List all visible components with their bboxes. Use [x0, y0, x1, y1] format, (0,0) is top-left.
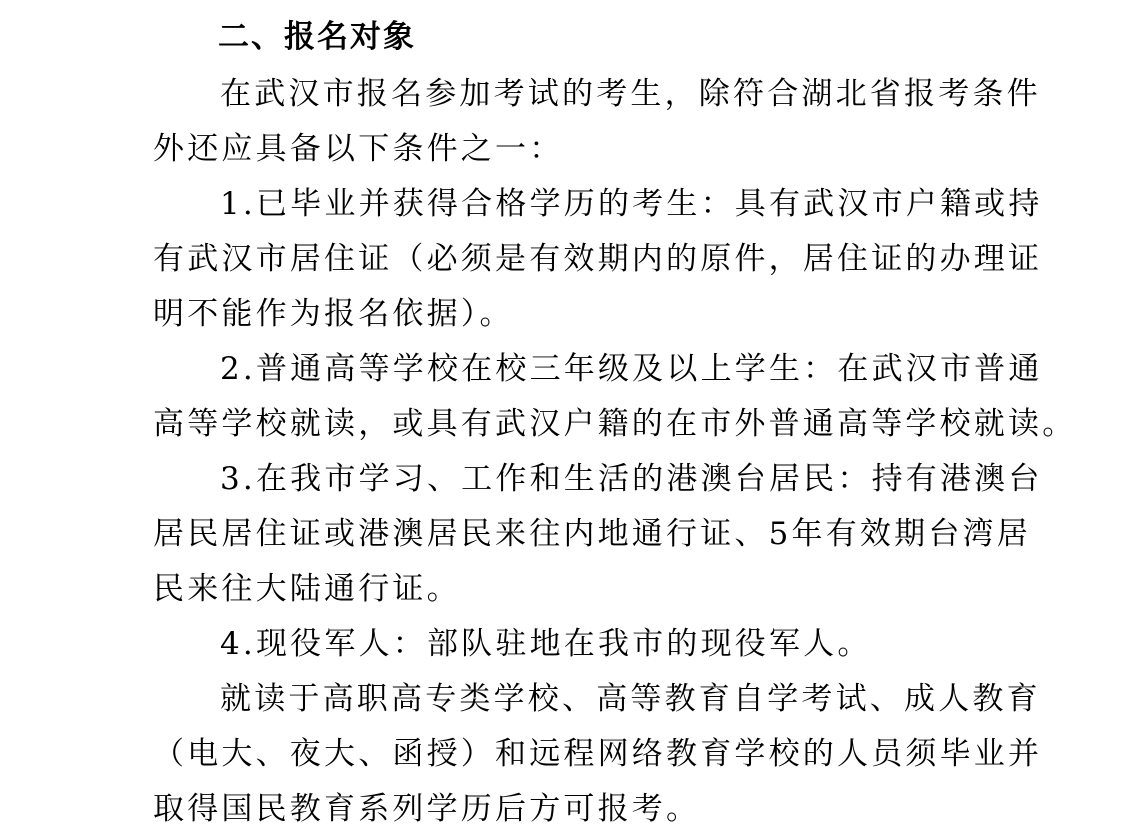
list-item-1-line: 有武汉市居住证（必须是有效期内的原件，居住证的办理证	[153, 241, 1043, 277]
paragraph-line: 取得国民教育系列学历后方可报考。	[153, 791, 701, 827]
list-item-4-line: 4.现役军人：部队驻地在我市的现役军人。	[220, 626, 872, 662]
list-item-3-line: 民来往大陆通行证。	[153, 571, 461, 607]
paragraph-line: 在武汉市报名参加考试的考生，除符合湖北省报考条件	[220, 76, 1041, 112]
section-heading: 二、报名对象	[218, 19, 416, 55]
list-item-2-line: 2.普通高等学校在校三年级及以上学生：在武汉市普通	[220, 351, 1043, 387]
list-item-3-line: 居民居住证或港澳居民来往内地通行证、5年有效期台湾居	[153, 516, 1031, 552]
list-item-2-line: 高等学校就读，或具有武汉户籍的在市外普通高等学校就读。	[153, 406, 1077, 442]
list-item-3-line: 3.在我市学习、工作和生活的港澳台居民：持有港澳台	[220, 461, 1043, 497]
list-item-1-line: 明不能作为报名依据）。	[153, 296, 514, 332]
paragraph-line: 外还应具备以下条件之一：	[153, 131, 564, 167]
paragraph-line: 就读于高职高专类学校、高等教育自学考试、成人教育	[220, 681, 1041, 717]
list-item-1-line: 1.已毕业并获得合格学历的考生：具有武汉市户籍或持	[220, 186, 1043, 222]
paragraph-line: （电大、夜大、函授）和远程网络教育学校的人员须毕业并	[153, 736, 1043, 772]
